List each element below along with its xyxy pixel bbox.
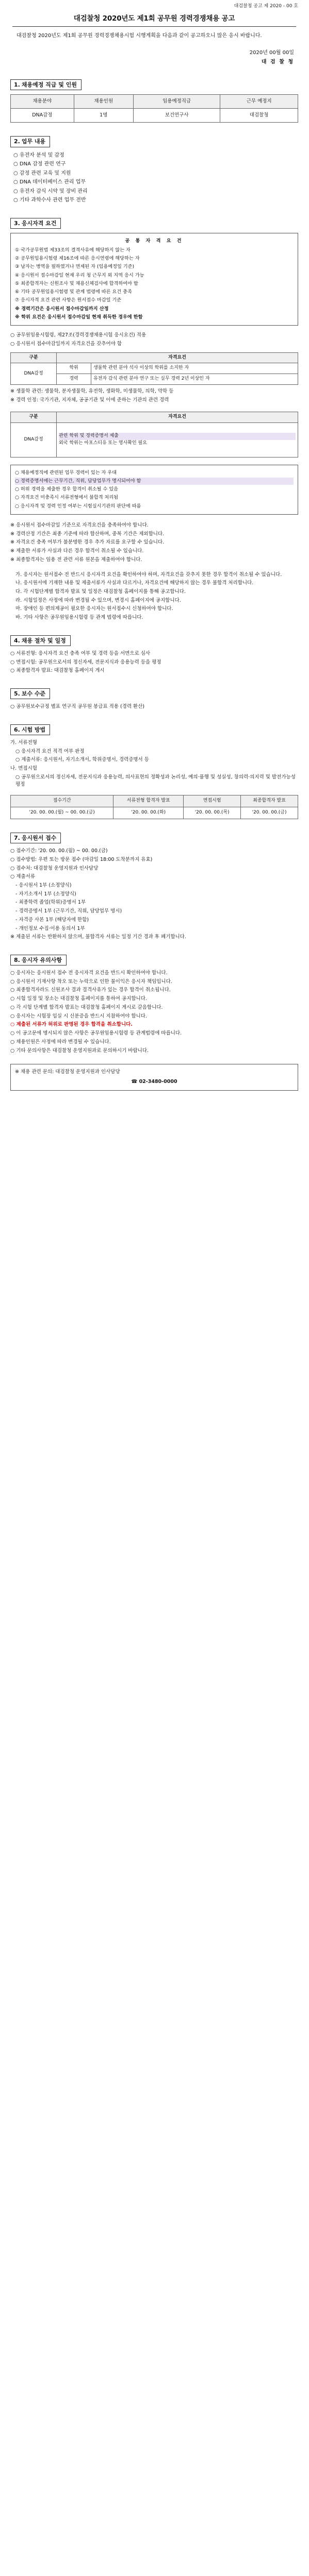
paragraph: ○ 응시원서 기재사항 착오 또는 누락으로 인한 불이익은 응시자 책임입니다. [10,978,172,985]
table-cell: 대검찰청 [220,109,298,123]
table-cell: DNA감정 [11,109,74,123]
paragraph: ○ 각 시험 단계별 합격자 발표는 대검찰청 홈페이지 게시로 갈음합니다. [10,1004,163,1010]
list-item: ○ 감정 관련 교육 및 지원 [13,170,298,178]
table-header: 채용분야 [11,95,74,109]
table-header: 임용예정직급 [133,95,220,109]
section-title: 2. 업무 내용 [10,136,50,147]
paragraph: ○ 응시자격 요건 적격 여부 판정 [15,748,85,754]
contact-phone: ☎ 02-3480-0000 [131,1078,177,1084]
positions-table [10,94,298,123]
paragraph: ○ 시험 일정 및 장소는 대검찰청 홈페이지를 통하여 공지합니다. [10,996,147,1002]
paragraph: - 경력증명서 1부 (근무기간, 직위, 담당업무 명시) [15,908,122,914]
list-item: ○ 유전자 감식 시약 및 장비 관리 [13,188,298,196]
box-line: ⑥ 기타 공무원임용시험령 및 관계 법령에 따른 요건 충족 [15,289,132,295]
box-line: ※ 경력기간은 응시원서 접수마감일까지 산정 [15,306,109,312]
schedule-table [10,795,298,819]
section-title: 8. 응시자 유의사항 [10,955,67,965]
title-divider [12,26,296,27]
box-line: ③ 남자는 병역을 필하였거나 면제된 자 (임용예정일 기준) [15,264,135,270]
paragraph: - 최종학력 졸업(학위)증명서 1부 [15,900,86,906]
paragraph: ○ 공무원으로서의 정신자세, 전문지식과 응용능력, 의사표현의 정확성과 논리성, 예의·품행 및 성실성, 창의력·의지력 및 발전가능성 평정 [15,774,296,788]
table-cell: '20. 00. 00.(목) [184,807,241,819]
long-paragraph: 나. 응시원서에 기재한 내용 및 제출서류가 사실과 다르거나, 자격요건에 해당하지 않는 경우 불합격 처리합니다. [15,580,254,586]
qualification-table [10,352,298,385]
table-row [11,109,298,123]
paragraph: ○ 접수처: 대검찰청 운영지원과 인사담당 [10,865,99,871]
table-cell: 경력 [57,374,91,385]
section-3 [10,218,298,622]
bullet: ※ 최종합격자는 임용 전 관련 서류 원본을 제출하여야 합니다. [10,556,142,563]
document [10,3,298,1091]
section-5 [10,688,298,711]
section-7 [10,833,298,941]
paragraph: ○ 공무원임용시험령, 제27조(경력경쟁채용시험 응시요건) 적용 [10,332,147,338]
long-paragraph: 라. 시험일정은 사정에 따라 변경될 수 있으며, 변경시 홈페이지에 공지합니다. [15,597,181,603]
note-line: ○ 응시자격 및 경력 인정 여부는 시험실시기관의 판단에 따름 [15,503,141,509]
box-line: ② 공무원임용시험령 제16조에 따른 응시연령에 해당하는 자 [15,256,140,262]
table-header: 접수기간 [11,795,113,807]
box-line: ① 국가공무원법 제33조의 결격사유에 해당하지 않는 자 [15,247,131,253]
paragraph: ○ 응시자는 시험장 입실 시 신분증을 반드시 지참하여야 합니다. [10,1013,147,1019]
paragraph: ○ 기타 문의사항은 대검찰청 운영지원과로 문의하시기 바랍니다. [10,1047,149,1054]
notes-box [10,465,298,515]
paragraph: ○ 접수기간: '20. 00. 00.(월) ~ 00. 00.(금) [10,848,108,854]
section-2 [10,136,298,204]
box-line: ⑤ 최종합격자는 신원조사 및 채용신체검사에 합격하여야 함 [15,280,138,286]
section-6 [10,724,298,819]
section-title: 6. 시험 방법 [10,724,50,735]
box-line: ※ 학위 요건은 응시원서 접수마감일 현재 취득한 경우에 한함 [15,314,143,320]
contact-text: ※ 채용 관련 문의: 대검찰청 운영지원과 인사담당 [15,1069,120,1075]
section-title: 3. 응시자격 요건 [10,218,61,229]
announcement-number: 대검찰청 공고 제 2020 - 00 호 [234,4,298,9]
table-header: 구분 [11,412,57,422]
paragraph: - 자기소개서 1부 (소정양식) [15,891,76,897]
long-paragraph: 가. 응시자는 원서접수 전 반드시 응시자격 요건을 확인하여야 하며, 자격요건을 갖추지 못한 경우 합격이 취소될 수 있습니다. [15,571,282,578]
long-paragraph: 다. 각 시험단계별 합격자 발표 및 일정은 대검찰청 홈페이지를 통해 공고합니다. [15,588,186,595]
paragraph: 나. 면접시험 [10,766,37,772]
table-cell: 보건연구사 [133,109,220,123]
note-line: ○ 경력증명서에는 근무기간, 직위, 담당업무가 명시되어야 함 [15,478,294,485]
duty-list [10,151,298,205]
box-line: ④ 응시원서 접수마감일 현재 우리 청 근무지 외 지역 응시 가능 [15,272,144,278]
table-header: 자격요건 [57,412,298,422]
page-title: 대검찰청 2020년도 제1회 공무원 경력경쟁채용 공고 [73,14,235,23]
list-item: ○ DNA 데이터베이스 관리 업무 [13,178,298,187]
list-item: ○ 유전자 분석 및 감정 [13,151,298,160]
table-header: 면접시험 [184,795,241,807]
table-header: 서류전형 합격자 발표 [113,795,184,807]
paragraph: ○ 최종합격자 발표: 대검찰청 홈페이지 게시 [10,668,105,674]
common-requirements-box [10,233,298,326]
paragraph: 가. 서류전형 [10,739,37,745]
paragraph: ○ 응시자는 응시원서 접수 전 응시자격 요건을 반드시 확인하여야 합니다. [10,970,168,976]
paragraph: ○ 최종합격자라도 신원조사 결과 결격사유가 있는 경우 합격이 취소됩니다. [10,987,171,993]
paragraph: ○ 제출된 서류가 허위로 판명된 경우 합격을 취소합니다. [10,1022,133,1028]
contact-box [10,1064,298,1090]
section-title: 5. 보수 수준 [10,688,50,699]
box-title: 공 통 자 격 요 건 [125,238,184,244]
paragraph: ○ 제출서류 [10,874,36,880]
paragraph: - 자격증 사본 1부 (해당자에 한함) [15,917,89,923]
section-4 [10,635,298,675]
paragraph: ○ 접수방법: 우편 또는 방문 접수 (마감일 18:00 도착분까지 유효) [10,856,153,862]
table-cell: '20. 00. 00.(화) [113,807,184,819]
table-header: 자격요건 [57,352,298,363]
section-title: 1. 채용예정 직급 및 인원 [10,79,82,90]
intro-text: 대검찰청 2020년도 제1회 공무원 경력경쟁채용시험 시행계획을 다음과 같이 공고하오니 많은 응시 바랍니다. [17,32,262,39]
note-line: ○ 채용예정직에 관련된 업무 경력이 있는 자 우대 [15,469,117,476]
paragraph: ○ 공무원보수규정 별표 연구직 공무원 봉급표 적용 (경력 환산) [10,704,145,710]
paragraph: ○ 이 공고문에 명시되지 않은 사항은 공무원임용시험령 등 관계법령에 따릅니다. [10,1030,182,1037]
table-cell: 1명 [74,109,133,123]
section-8 [10,955,298,1055]
paragraph: ※ 제출된 서류는 반환하지 않으며, 불합격자 서류는 일정 기간 경과 후 폐기합니다. [10,934,186,940]
paragraph: ○ 서류전형: 응시자격 요건 충족 여부 및 경력 등을 서면으로 심사 [10,650,151,656]
note-line: ○ 허위 경력을 제출한 경우 합격이 취소될 수 있음 [15,486,119,493]
paragraph: ○ 제출서류: 응시원서, 자기소개서, 학위증명서, 경력증명서 등 [15,757,149,763]
paragraph: - 개인정보 수집·이용 동의서 1부 [15,925,85,931]
bullet: ※ 경력산정 기간은 최종 기준에 따라 합산하며, 중복 기간은 제외합니다. [10,531,165,537]
list-item: ○ 기타 과학수사 관련 업무 전반 [13,196,298,205]
list-item: ○ DNA 감정 관련 연구 [13,160,298,168]
announcement-date: 2020년 00월 00일 [249,50,294,56]
table-row [11,807,298,819]
section-title: 7. 응시원서 접수 [10,833,61,843]
paragraph: ○ 응시원서 접수마감일까지 자격요건을 갖추어야 함 [10,341,122,347]
qualification-table-2 [10,412,298,457]
table-cell [57,422,298,457]
box-line: ⑦ 응시자격 요건 관련 사항은 원서접수 마감일 기준 [15,297,122,303]
table-cell: '20. 00. 00.(월) ~ 00. 00.(금) [11,807,113,819]
note-line: ○ 자격요건 미충족시 서류전형에서 불합격 처리됨 [15,495,119,501]
table-header: 구분 [11,352,57,363]
table-header: 채용인원 [74,95,133,109]
table-row [11,363,298,374]
bullet: ※ 제출한 서류가 사실과 다른 경우 합격이 취소될 수 있습니다. [10,548,144,554]
bullet: ※ 자격요건 충족 여부가 불분명한 경우 추가 자료를 요구할 수 있습니다. [10,539,165,546]
line: 외국 학위는 아포스티유 또는 영사확인 필요 [59,440,147,446]
table-header: 근무 예정지 [220,95,298,109]
table-note: ※ 생물학 관련: 생물학, 분자생물학, 유전학, 생화학, 미생물학, 의학, 약학 등 [10,388,174,395]
table-cell: 유전자 감식 관련 분야 연구 또는 실무 경력 2년 이상인 자 [91,374,298,385]
table-note: ※ 경력 인정: 국가기관, 지자체, 공공기관 및 이에 준하는 기관의 관련 경력 [10,397,169,403]
section-1 [10,79,298,123]
section-title: 4. 채용 절차 및 일정 [10,635,71,646]
organization-name: 대 검 찰 청 [261,59,294,65]
table-cell: '20. 00. 00.(금) [241,807,298,819]
table-cell: DNA감정 [11,422,57,457]
paragraph: ○ 면접시험: 공무원으로서의 정신자세, 전문지식과 응용능력 등을 평정 [10,659,161,665]
paragraph: - 응시원서 1부 (소정양식) [15,882,72,888]
long-paragraph: 마. 장애인 등 편의제공이 필요한 응시자는 원서접수시 신청하여야 합니다. [15,606,173,612]
highlight-line: 관련 학위 및 경력증명서 제출 [59,433,296,440]
bullet: ※ 응시원서 접수마감일 기준으로 자격요건을 충족하여야 합니다. [10,522,149,528]
long-paragraph: 바. 기타 사항은 공무원임용시험령 등 관계 법령에 따릅니다. [15,615,143,621]
table-cell: DNA감정 [11,363,57,385]
table-header: 최종합격자 발표 [241,795,298,807]
table-row [11,422,298,457]
paragraph: ○ 채용인원은 사정에 따라 변경될 수 있습니다. [10,1039,111,1045]
table-cell: 생물학 관련 분야 석사 이상의 학위를 소지한 자 [91,363,298,374]
table-cell: 학위 [57,363,91,374]
